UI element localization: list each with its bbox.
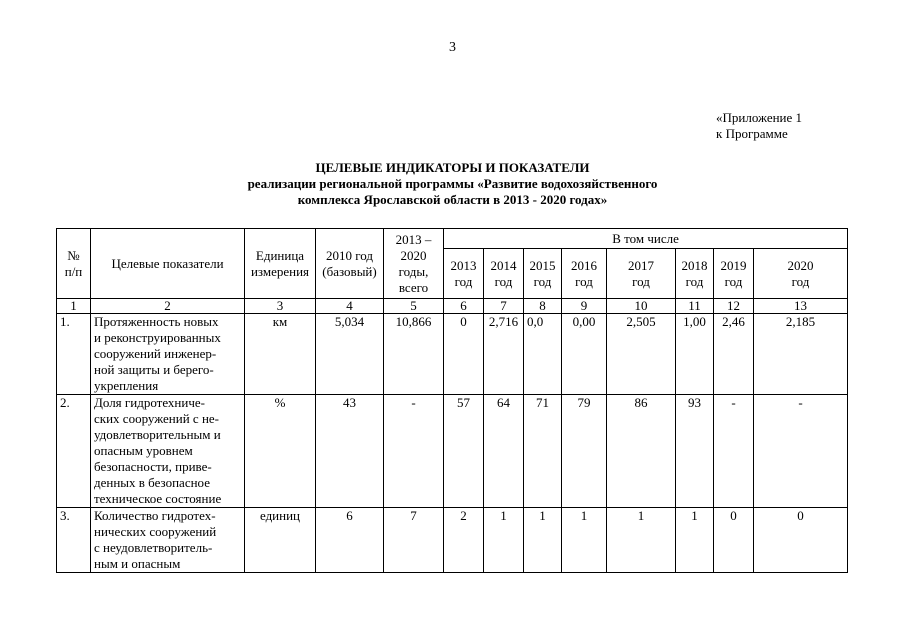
- document-title: [0, 160, 905, 208]
- year-value: 71: [524, 395, 562, 508]
- year-value: 2,185: [754, 314, 848, 395]
- year-value: 1: [562, 508, 607, 573]
- year-value: 1: [676, 508, 714, 573]
- table-row: [57, 314, 848, 395]
- unit-cell: единиц: [245, 508, 316, 573]
- header-year-2013: 2013 год: [444, 249, 484, 299]
- year-value: 1: [524, 508, 562, 573]
- row-number: 1.: [57, 314, 91, 395]
- year-value: -: [714, 395, 754, 508]
- year-value: 2,716: [484, 314, 524, 395]
- year-value: -: [754, 395, 848, 508]
- indicators-table: [56, 228, 848, 573]
- column-index: 4: [316, 299, 384, 314]
- column-index: 8: [524, 299, 562, 314]
- column-index: 2: [91, 299, 245, 314]
- header-year-2019: 2019 год: [714, 249, 754, 299]
- total-value: 10,866: [384, 314, 444, 395]
- title-line-1: ЦЕЛЕВЫЕ ИНДИКАТОРЫ И ПОКАЗАТЕЛИ: [315, 160, 590, 175]
- row-number: 2.: [57, 395, 91, 508]
- header-including: В том числе: [444, 229, 848, 249]
- column-index: 12: [714, 299, 754, 314]
- indicator-name: Количество гидротех- нических сооружений с неудовлетворитель- ным и опасным: [91, 508, 245, 573]
- header-indicator: Целевые показатели: [91, 229, 245, 299]
- appendix-line-1: «Приложение 1: [716, 110, 803, 125]
- column-index-row: [57, 299, 848, 314]
- base-value: 5,034: [316, 314, 384, 395]
- header-year-2017: 2017 год: [607, 249, 676, 299]
- row-number: 3.: [57, 508, 91, 573]
- page-number: 3: [449, 40, 456, 55]
- column-index: 11: [676, 299, 714, 314]
- appendix-reference: [716, 110, 802, 142]
- header-year-2014: 2014 год: [484, 249, 524, 299]
- year-value: 0: [714, 508, 754, 573]
- year-value: 1: [607, 508, 676, 573]
- header-year-2016: 2016 год: [562, 249, 607, 299]
- indicator-name: Доля гидротехниче- ских сооружений с не- удовлетворительным и опасным уровнем безопасности, приве- денных в безопасное техническое состояние: [91, 395, 245, 508]
- header-number: № п/п: [57, 229, 91, 299]
- column-index: 7: [484, 299, 524, 314]
- year-value: 57: [444, 395, 484, 508]
- year-value: 64: [484, 395, 524, 508]
- column-index: 3: [245, 299, 316, 314]
- table-row: [57, 508, 848, 573]
- column-index: 10: [607, 299, 676, 314]
- column-index: 1: [57, 299, 91, 314]
- base-value: 6: [316, 508, 384, 573]
- year-value: 0,0: [524, 314, 562, 395]
- year-value: 2,46: [714, 314, 754, 395]
- header-unit: Единица измерения: [245, 229, 316, 299]
- year-value: 0,00: [562, 314, 607, 395]
- total-value: 7: [384, 508, 444, 573]
- title-line-2: реализации региональной программы «Развитие водохозяйственного: [247, 176, 658, 191]
- header-total: 2013 – 2020 годы, всего: [384, 229, 444, 299]
- table-row: [57, 395, 848, 508]
- year-value: 79: [562, 395, 607, 508]
- header-year-2018: 2018 год: [676, 249, 714, 299]
- column-index: 5: [384, 299, 444, 314]
- year-value: 1: [484, 508, 524, 573]
- header-year-2015: 2015 год: [524, 249, 562, 299]
- year-value: 2: [444, 508, 484, 573]
- title-line-3: комплекса Ярославской области в 2013 - 2020 годах»: [297, 192, 608, 207]
- year-value: 2,505: [607, 314, 676, 395]
- column-index: 13: [754, 299, 848, 314]
- indicator-name: Протяженность новых и реконструированных сооружений инженер- ной защиты и берего- укрепления: [91, 314, 245, 395]
- year-value: 86: [607, 395, 676, 508]
- column-index: 9: [562, 299, 607, 314]
- year-value: 93: [676, 395, 714, 508]
- unit-cell: км: [245, 314, 316, 395]
- year-value: 0: [754, 508, 848, 573]
- appendix-line-2: к Программе: [716, 126, 788, 141]
- total-value: -: [384, 395, 444, 508]
- year-value: 0: [444, 314, 484, 395]
- unit-cell: %: [245, 395, 316, 508]
- header-base-year: 2010 год (базовый): [316, 229, 384, 299]
- header-year-2020: 2020 год: [754, 249, 848, 299]
- column-index: 6: [444, 299, 484, 314]
- base-value: 43: [316, 395, 384, 508]
- year-value: 1,00: [676, 314, 714, 395]
